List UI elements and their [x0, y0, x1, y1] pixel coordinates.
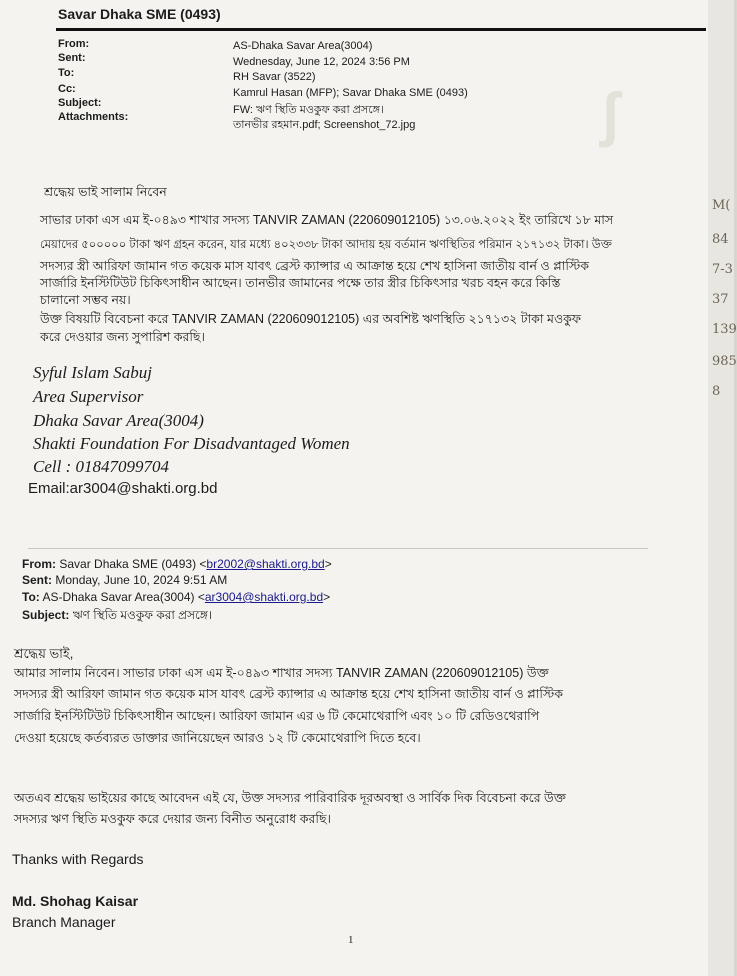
- fw-from-value: Savar Dhaka SME (0493) <: [59, 557, 207, 571]
- fw-greeting: শ্রদ্ধেয় ভাই,: [14, 646, 74, 661]
- header-from-label: From:: [58, 38, 90, 50]
- fw-to: [22, 590, 330, 604]
- header-attachments-value: তানভীর রহমান.pdf; Screenshot_72.jpg: [233, 119, 416, 131]
- fw-sent-label: Sent:: [22, 573, 52, 587]
- fw-body-line: সার্জারি ইনস্টিটিউট চিকিৎসাধীন আছেন। আরিফা জামান এর ৬ টি কেমোথেরাপি এবং ১০ টি রেডিওথেরাপি: [14, 709, 540, 723]
- body-line: সদস্যর স্ত্রী আরিফা জামান গত কয়েক মাস যাবৎ ব্রেস্ট ক্যান্সার এ আক্রান্ত হয়ে শেখ হাসিনা জাতীয় বার্ন ও প্লাস্টিক: [40, 259, 589, 273]
- fw-to-label: To:: [22, 590, 40, 604]
- fw-request-line: অতএব শ্রদ্ধেয় ভাইয়ের কাছে আবেদন এই যে, উক্ত সদস্যর পারিবারিক দূরঅবস্থা ও সার্বিক দিক বিবেচনা করে উক্ত: [14, 791, 566, 805]
- page-number: 1: [348, 934, 354, 946]
- signature-cell: Cell : 01847099704: [33, 457, 169, 476]
- header-cc-label: Cc:: [58, 83, 76, 95]
- body-line: সার্জারি ইনস্টিটিউট চিকিৎসাধীন আছেন। তানভীর জামানের পক্ষে তার স্ত্রীর চিকিৎসার খরচ বহন করে কিস্তি: [40, 276, 561, 290]
- fw-to-end: >: [323, 590, 331, 604]
- body-greeting: শ্রদ্ধেয় ভাই সালাম নিবেন: [44, 185, 167, 199]
- signature-name: Syful Islam Sabuj: [33, 363, 152, 382]
- signature-organization: Shakti Foundation For Disadvantaged Women: [33, 434, 350, 453]
- fw-body-line: দেওয়া হয়েছে কর্তব্যরত ডাক্তার জানিয়েছেন আরও ১২ টি কেমোথেরাপি দিতে হবে।: [14, 731, 421, 745]
- fw-to-email-link[interactable]: ar3004@shakti.org.bd: [204, 590, 324, 604]
- watermark-logo: ʃ: [600, 81, 620, 148]
- header-cc-value: Kamrul Hasan (MFP); Savar Dhaka SME (0493): [233, 87, 468, 99]
- edge-fragment: M(: [712, 198, 731, 213]
- mailbox-name: Savar Dhaka SME (0493): [58, 6, 221, 22]
- body-line: চালানো সম্ভব নয়।: [40, 293, 131, 307]
- body-line: সাভার ঢাকা এস এম ই-০৪৯৩ শাখার সদস্য TANVIR ZAMAN (220609012105) ১৩.০৬.২০২২ ইং তারিখে ১৮ মাস: [40, 213, 614, 227]
- body-line: মেয়াদের ৫০০০০০ টাকা ঋণ গ্রহন করেন, যার মধ্যে ৪০২৩৩৮ টাকা আদায় হয় বর্তমান ঋণস্থিতির পরিমান ২১৭১৩২ টাকা। উক্ত: [40, 239, 612, 251]
- fw-from-end: >: [324, 557, 332, 571]
- fw-closing: Thanks with Regards: [12, 851, 144, 867]
- header-attachments-label: Attachments:: [58, 111, 129, 123]
- edge-fragment: 7-3: [712, 262, 733, 277]
- header-subject-value: FW: ঋণ স্থিতি মওকুফ করা প্রসঙ্গে।: [233, 104, 384, 116]
- header-sent-value: Wednesday, June 12, 2024 3:56 PM: [233, 56, 410, 68]
- fw-from-email-link[interactable]: br2002@shakti.org.bd: [206, 557, 325, 571]
- fw-body-line: আমার সালাম নিবেন। সাভার ঢাকা এস এম ই-০৪৯৩ শাখার সদস্য TANVIR ZAMAN (220609012105) উক্ত: [14, 666, 549, 680]
- body-line: করে দেওয়ার জন্য সুপারিশ করছি।: [40, 330, 205, 344]
- fw-from: [22, 557, 332, 571]
- body-line: উক্ত বিষয়টি বিবেচনা করে TANVIR ZAMAN (220609012105) এর অবশিষ্ট ঋণস্থিতি ২১৭১৩২ টাকা মওকুফ: [40, 312, 582, 326]
- header-to-value: RH Savar (3522): [233, 71, 316, 83]
- edge-fragment: 84: [712, 232, 729, 247]
- header-divider: [56, 28, 706, 31]
- fw-from-label: From:: [22, 557, 56, 571]
- fw-sender-name: Md. Shohag Kaisar: [12, 893, 139, 909]
- edge-fragment: 985: [712, 354, 737, 369]
- signature-email: Email:ar3004@shakti.org.bd: [28, 480, 218, 497]
- forward-divider: [28, 548, 648, 549]
- edge-fragment: 37: [712, 292, 729, 307]
- edge-fragment: 139: [712, 322, 737, 337]
- header-from-value: AS-Dhaka Savar Area(3004): [233, 40, 373, 52]
- fw-sender-title: Branch Manager: [12, 914, 116, 930]
- fw-body-line: সদস্যর স্ত্রী আরিফা জামান গত কয়েক মাস যাবৎ ব্রেস্ট ক্যান্সার এ আক্রান্ত হয়ে শেখ হাসিনা জাতীয় বার্ন ও প্লাস্টিক: [14, 687, 563, 701]
- fw-subject-label: Subject:: [22, 608, 70, 622]
- header-to-label: To:: [58, 67, 75, 79]
- fw-request-line: সদস্যর ঋণ স্থিতি মওকুফ করে দেয়ার জন্য বিনীত অনুরোধ করছি।: [14, 812, 331, 826]
- underlying-page-edge: [708, 0, 737, 976]
- fw-sent-value: Monday, June 10, 2024 9:51 AM: [55, 573, 228, 587]
- fw-to-value: AS-Dhaka Savar Area(3004) <: [42, 590, 205, 604]
- header-subject-label: Subject:: [58, 97, 102, 109]
- header-sent-label: Sent:: [58, 52, 86, 64]
- fw-subject-value: ঋণ স্থিতি মওকুফ করা প্রসঙ্গে।: [72, 608, 213, 622]
- signature-title: Area Supervisor: [33, 387, 144, 406]
- edge-fragment: 8: [712, 384, 721, 399]
- signature-area: Dhaka Savar Area(3004): [33, 411, 204, 430]
- fw-sent: [22, 573, 227, 587]
- fw-subject: [22, 607, 212, 627]
